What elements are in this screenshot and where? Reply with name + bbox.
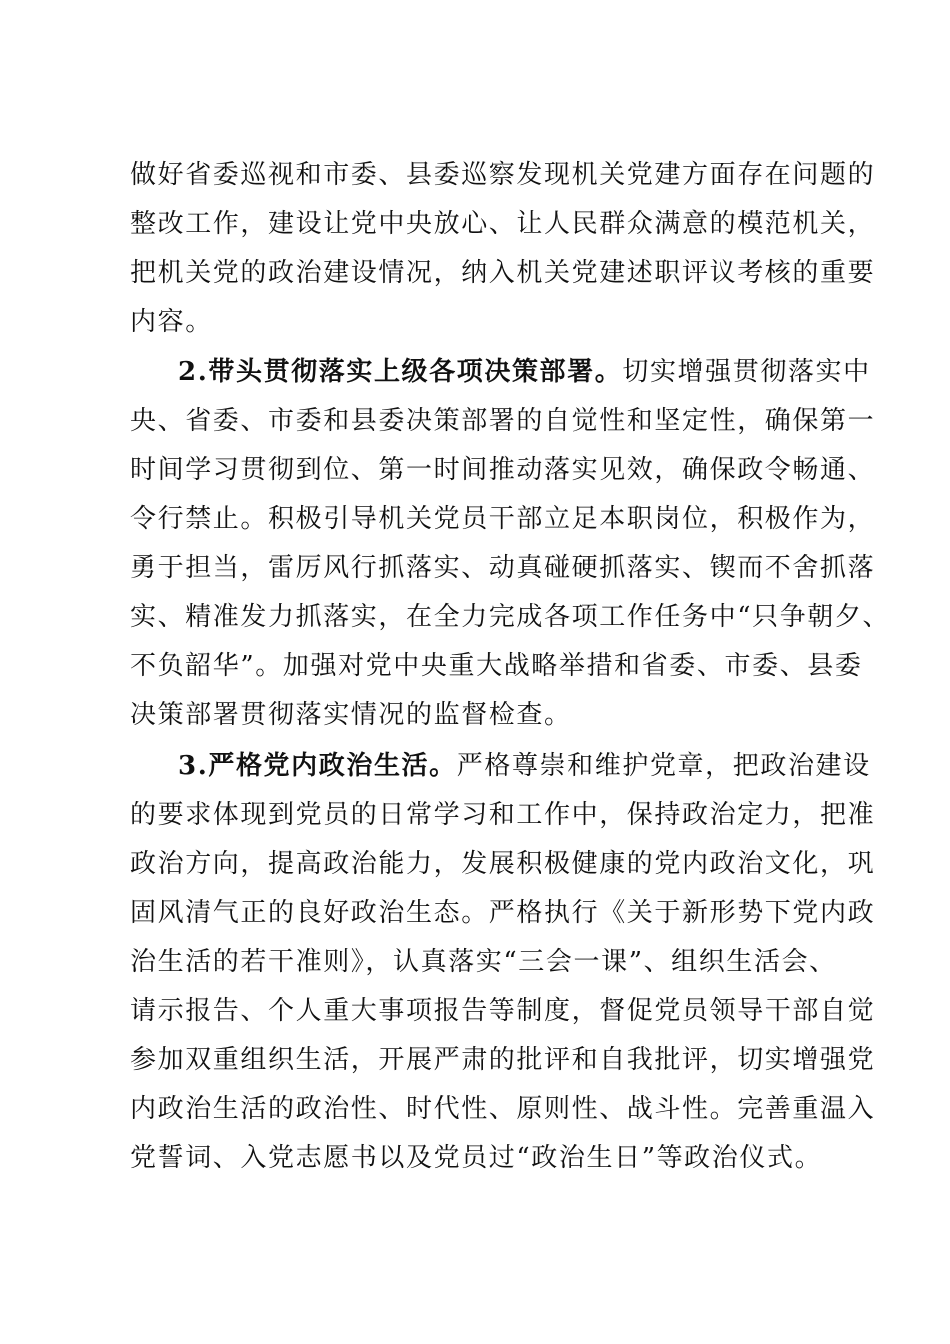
paragraph-3-line-9: 党誓词、入党志愿书以及党员过“政治生日”等政治仪式。: [130, 1143, 823, 1173]
paragraph-3-first-line-text: 严格尊崇和维护党章，把政治建设: [456, 751, 871, 781]
paragraph-2-line-7: 不负韶华”。加强对党中央重大战略举措和省委、市委、县委: [130, 651, 863, 681]
paragraph-2-first-line-text: 切实增强贯彻落实中: [622, 357, 871, 387]
paragraph-2-line-3: 时间学习贯彻到位、第一时间推动落实见效，确保政令畅通、: [130, 455, 876, 485]
paragraph-3-line-3: 政治方向，提高政治能力，发展积极健康的党内政治文化，巩: [130, 849, 876, 879]
paragraph-2-line-8: 决策部署贯彻落实情况的监督检查。: [130, 700, 572, 730]
paragraph-3-line-5: 治生活的若干准则》，认真落实“三会一课”、组织生活会、: [130, 947, 837, 977]
paragraph-3-line-7: 参加双重组织生活，开展严肃的批评和自我批评，切实增强党: [130, 1045, 876, 1075]
paragraph-3-line-2: 的要求体现到党员的日常学习和工作中，保持政治定力，把准: [130, 800, 876, 830]
paragraph-1-line-1: 做好省委巡视和市委、县委巡察发现机关党建方面存在问题的: [130, 160, 876, 190]
paragraph-3-line-6: 请示报告、个人重大事项报告等制度，督促党员领导干部自觉: [130, 996, 876, 1026]
paragraph-2-line-2: 央、省委、市委和县委决策部署的自觉性和坚定性，确保第一: [130, 406, 876, 436]
paragraph-3-line-8: 内政治生活的政治性、时代性、原则性、战斗性。完善重温入: [130, 1094, 876, 1124]
paragraph-2-line-1: [178, 347, 878, 397]
paragraph-3-line-1: [178, 741, 878, 791]
paragraph-2-line-6: 实、精准发力抓落实，在全力完成各项工作任务中“只争朝夕、: [130, 602, 891, 632]
paragraph-2-line-4: 令行禁止。积极引导机关党员干部立足本职岗位，积极作为，: [130, 504, 876, 534]
paragraph-1-line-3: 把机关党的政治建设情况，纳入机关党建述职评议考核的重要: [130, 258, 876, 288]
paragraph-2-heading: 2.带头贯彻落实上级各项决策部署。: [178, 357, 623, 387]
paragraph-3-line-4: 固风清气正的良好政治生态。严格执行《关于新形势下党内政: [130, 898, 876, 928]
paragraph-1-line-2: 整改工作，建设让党中央放心、让人民群众满意的模范机关，: [130, 209, 876, 239]
paragraph-2-line-5: 勇于担当，雷厉风行抓落实、动真碰硬抓落实、锲而不舍抓落: [130, 553, 876, 583]
paragraph-1-line-4: 内容。: [130, 307, 213, 337]
paragraph-3-heading: 3.严格党内政治生活。: [178, 751, 457, 781]
